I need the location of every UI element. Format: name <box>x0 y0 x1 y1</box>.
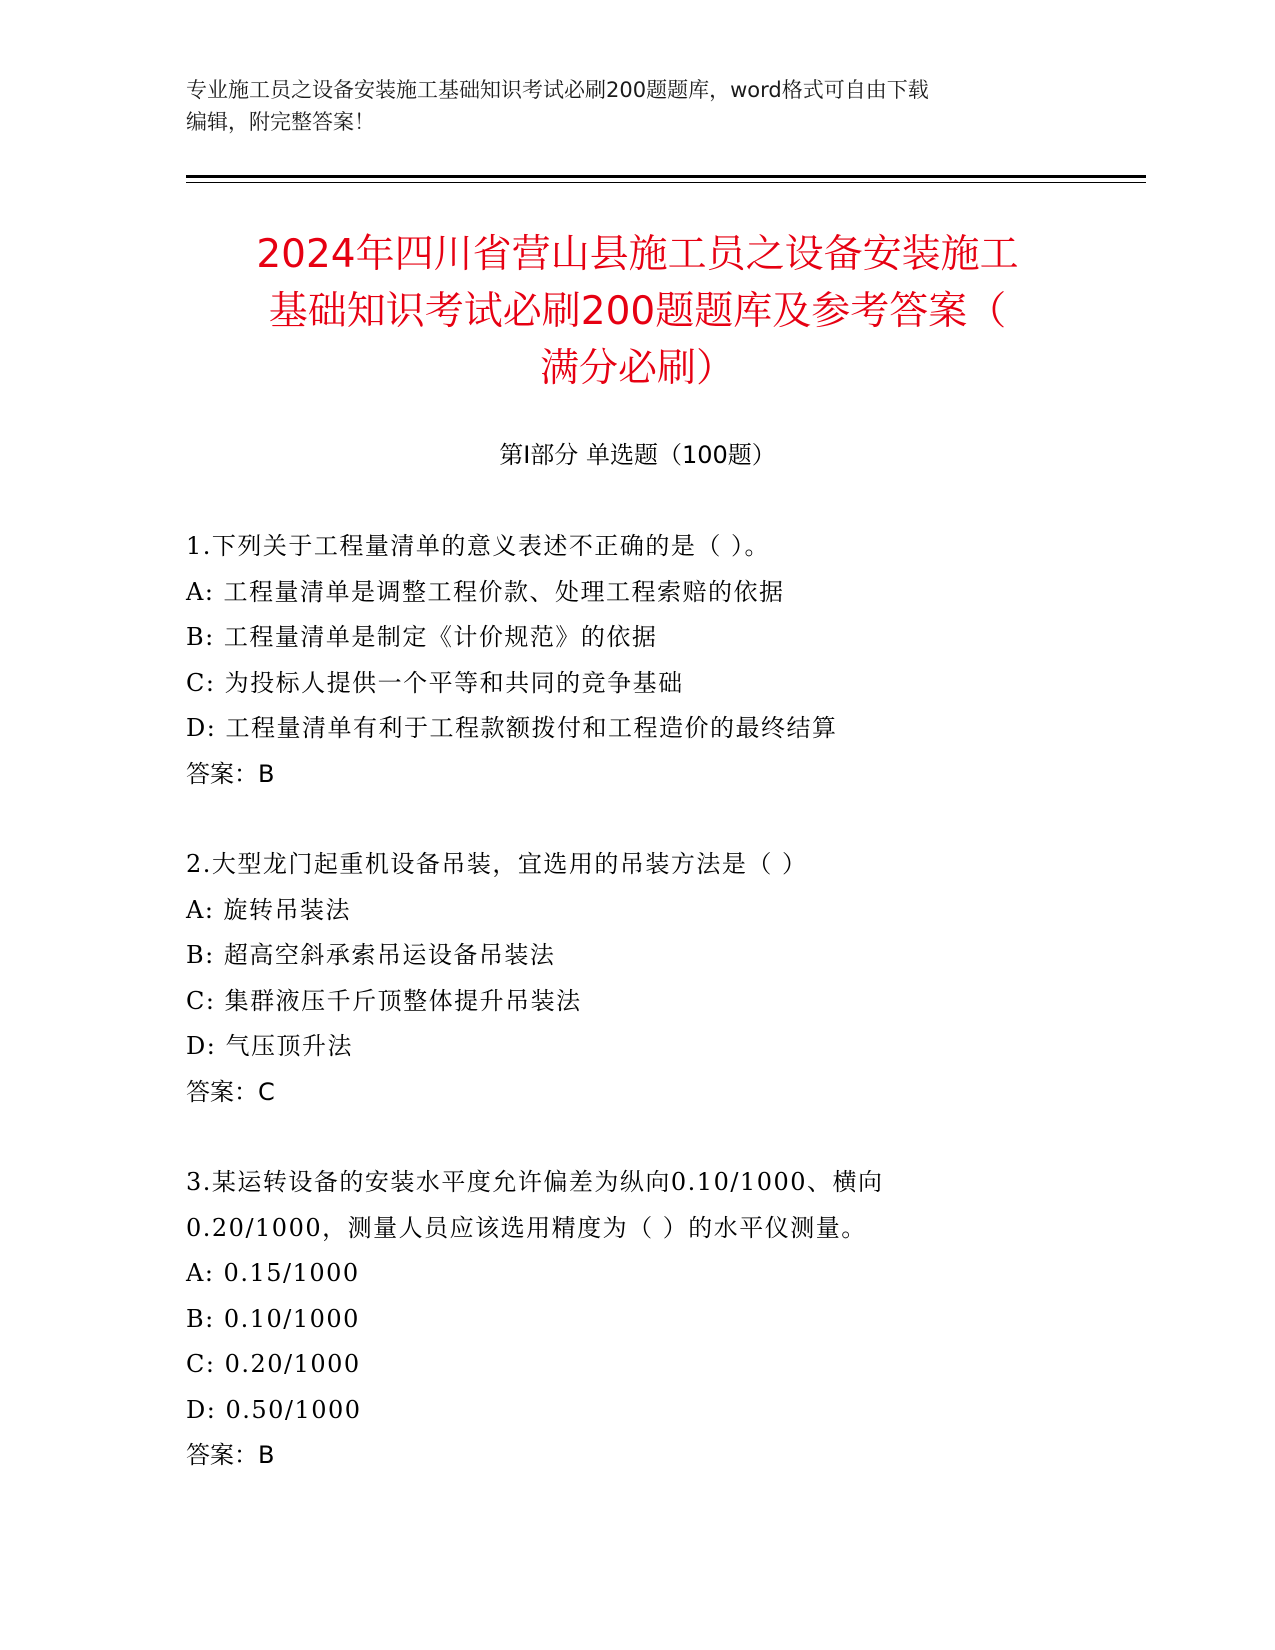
document-title-line-2: 基础知识考试必刷200题题库及参考答案（ <box>268 289 1007 334</box>
question-2-option-c: C: 集群液压千斤顶整体提升吊装法 <box>186 986 582 1015</box>
header-rule-thick <box>186 175 1146 178</box>
question-2 <box>186 842 1126 1115</box>
question-list <box>186 524 1126 1524</box>
question-1-option-d: D: 工程量清单有利于工程款额拨付和工程造价的最终结算 <box>186 714 838 742</box>
question-1-option-c: C: 为投标人提供一个平等和共同的竞争基础 <box>186 668 684 697</box>
question-3-option-c: C: 0.20/1000 <box>186 1350 361 1378</box>
question-3-answer: 答案：B <box>186 1441 275 1469</box>
question-3 <box>186 1160 1126 1479</box>
header-note-line-2: 编辑，附完整答案！ <box>186 110 375 134</box>
question-3-option-d: D: 0.50/1000 <box>186 1395 362 1424</box>
question-2-option-a: A: 旋转吊装法 <box>186 895 352 924</box>
document-title-line-3: 满分必刷） <box>539 346 735 391</box>
document-title-line-1: 2024年四川省营山县施工员之设备安装施工 <box>256 232 1019 277</box>
question-2-answer: 答案：C <box>186 1077 275 1106</box>
question-3-option-a: A: 0.15/1000 <box>186 1259 360 1287</box>
section-title: 第Ⅰ部分 单选题（100题） <box>499 441 776 469</box>
question-2-stem: 2.大型龙门起重机设备吊装，宜选用的吊装方法是（ ） <box>186 850 808 878</box>
header-note <box>186 74 1086 138</box>
header-rule-thin <box>186 182 1146 183</box>
question-3-stem-line-2: 0.20/1000，测量人员应该选用精度为（ ）的水平仪测量。 <box>186 1213 867 1242</box>
document-title <box>160 226 1115 397</box>
question-3-option-b: B: 0.10/1000 <box>186 1304 360 1333</box>
question-1-stem: 1.下列关于工程量清单的意义表述不正确的是（ ）。 <box>186 532 771 560</box>
question-1-answer: 答案：B <box>186 759 275 788</box>
header-note-line-1: 专业施工员之设备安装施工基础知识考试必刷200题题库，word格式可自由下载 <box>186 78 929 102</box>
question-1-option-a: A: 工程量清单是调整工程价款、处理工程索赔的依据 <box>186 577 785 606</box>
question-2-option-d: D: 气压顶升法 <box>186 1032 353 1060</box>
question-2-option-b: B: 超高空斜承索吊运设备吊装法 <box>186 941 556 969</box>
question-1 <box>186 524 1126 797</box>
question-1-option-b: B: 工程量清单是制定《计价规范》的依据 <box>186 623 658 651</box>
question-3-stem-line-1: 3.某运转设备的安装水平度允许偏差为纵向0.10/1000、横向 <box>186 1168 884 1196</box>
